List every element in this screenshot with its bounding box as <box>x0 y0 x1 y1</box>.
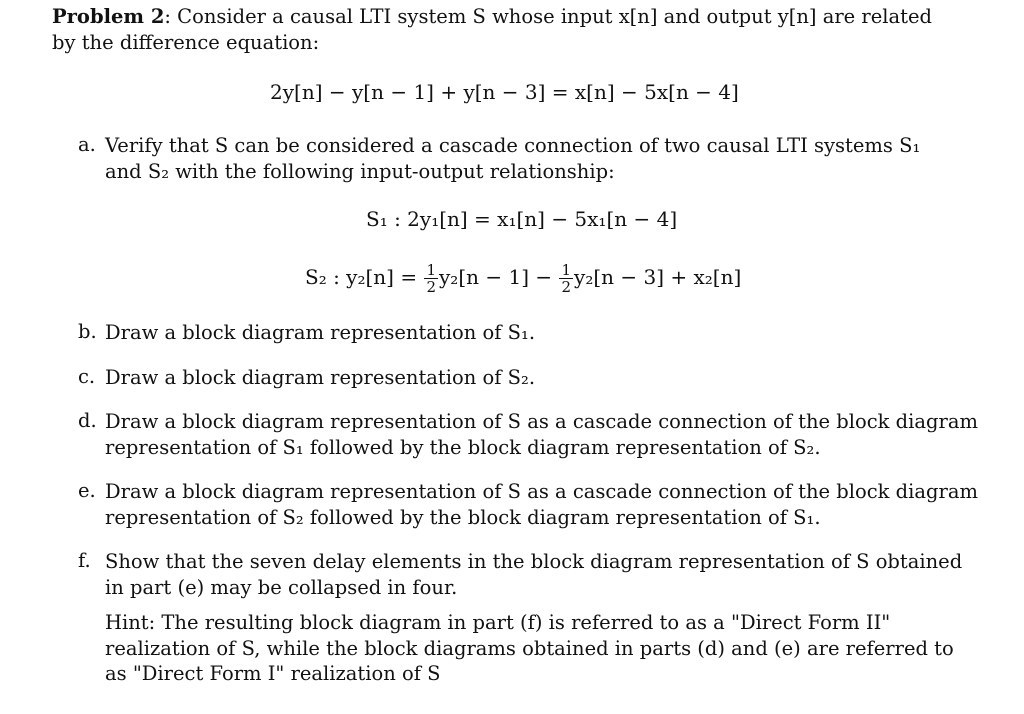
item-a-line-1: Verify that S can be considered a cascade connection of two causal LTI systems S₁ <box>105 134 921 157</box>
item-label-d: d. <box>78 409 97 432</box>
item-e-line-2: representation of S₂ followed by the block diagram representation of S₁. <box>105 506 821 529</box>
s2-fraction-2 <box>559 262 573 295</box>
item-c-line-1: Draw a block diagram representation of S₂. <box>105 366 536 389</box>
s2-term-2: y₂[n − 3] + x₂[n] <box>574 265 742 289</box>
problem-intro-line-2: by the difference equation: <box>52 31 320 54</box>
difference-equation: 2y[n] − y[n − 1] + y[n − 3] = x[n] − 5x[n − 4] <box>270 80 739 104</box>
s2-equation <box>305 262 741 295</box>
item-f-line-2: in part (e) may be collapsed in four. <box>105 576 458 599</box>
s2-term-1: y₂[n − 1] − <box>439 265 553 289</box>
problem-heading: Problem 2 <box>52 5 165 28</box>
item-b-line-1: Draw a block diagram representation of S₁. <box>105 321 536 344</box>
s2-fraction-1-num: 1 <box>426 261 436 279</box>
s2-fraction-1 <box>424 262 438 295</box>
s2-fraction-2-den: 2 <box>561 278 572 296</box>
hint-line-3: as "Direct Form I" realization of S <box>105 662 441 685</box>
item-d-line-2: representation of S₁ followed by the block diagram representation of S₂. <box>105 436 821 459</box>
item-label-a: a. <box>78 133 96 156</box>
s1-equation: S₁ : 2y₁[n] = x₁[n] − 5x₁[n − 4] <box>366 207 678 231</box>
item-e-line-1: Draw a block diagram representation of S as a cascade connection of the block diagram <box>105 480 978 503</box>
item-d-line-1: Draw a block diagram representation of S as a cascade connection of the block diagram <box>105 410 978 433</box>
item-label-c: c. <box>78 365 96 388</box>
s2-left: S₂ : y₂[n] = <box>305 265 418 289</box>
problem-intro-line-1 <box>52 5 932 29</box>
item-a-line-2: and S₂ with the following input-output relationship: <box>105 160 615 183</box>
item-label-b: b. <box>78 320 97 343</box>
hint-line-2: realization of S, while the block diagrams obtained in parts (d) and (e) are referred to <box>105 637 954 660</box>
s2-fraction-2-num: 1 <box>561 261 572 279</box>
item-label-f: f. <box>78 549 91 572</box>
problem-intro-text-1: : Consider a causal LTI system S whose input x[n] and output y[n] are related <box>164 5 932 28</box>
s2-fraction-1-den: 2 <box>426 278 436 296</box>
item-f-line-1: Show that the seven delay elements in the block diagram representation of S obtained <box>105 550 963 573</box>
item-label-e: e. <box>78 479 96 502</box>
hint-line-1: Hint: The resulting block diagram in part (f) is referred to as a "Direct Form II" <box>105 611 891 634</box>
